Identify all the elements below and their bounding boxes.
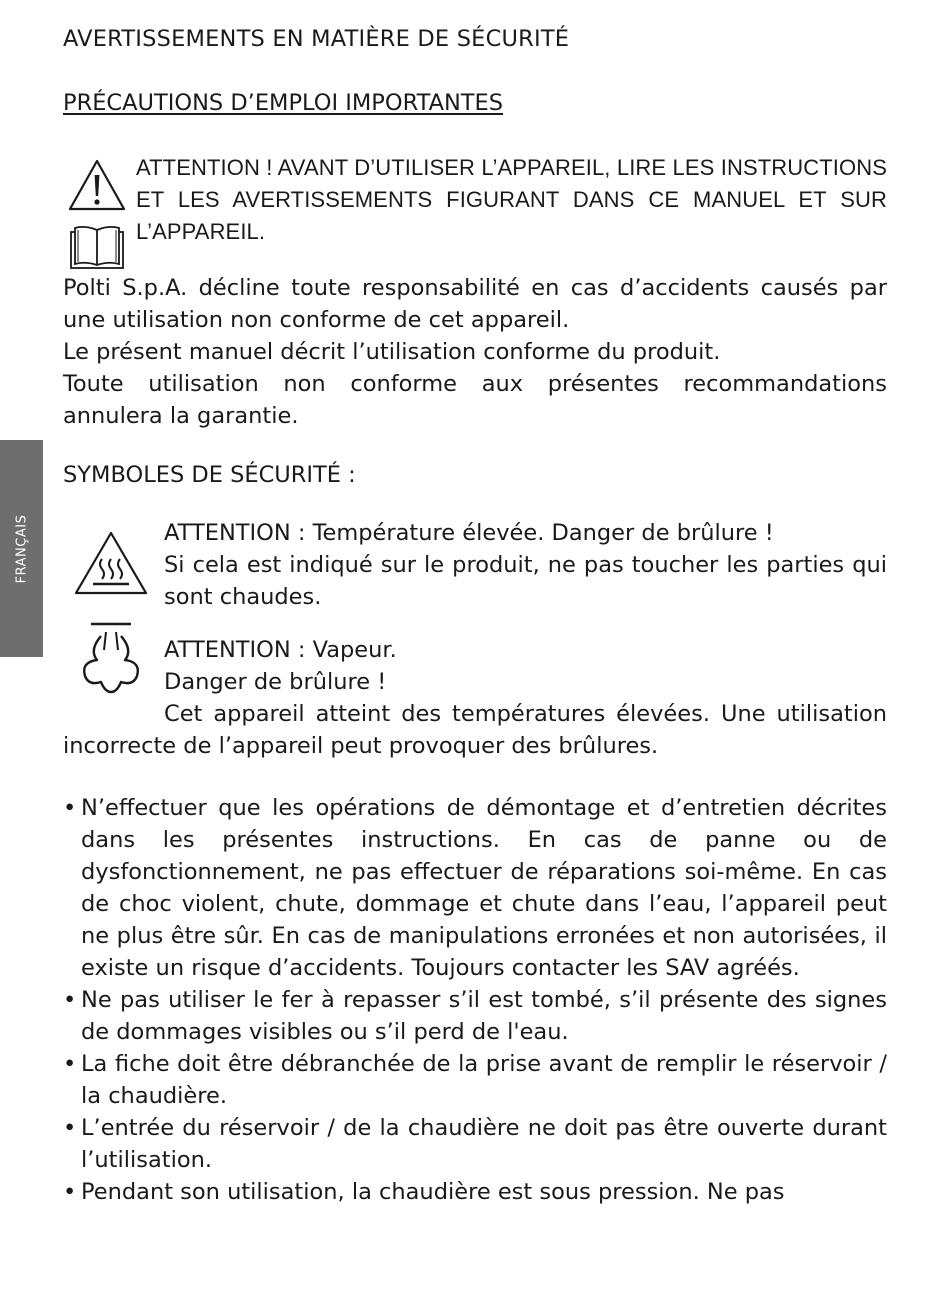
intro-line-1: Polti S.p.A. décline toute responsabilité en cas d’accidents causés par une utilisation non conforme de cet appareil. (63, 275, 887, 333)
section-subtitle: PRÉCAUTIONS D’EMPLOI IMPORTANTES (63, 90, 504, 116)
steam-description: Cet appareil atteint des températures élevées. Une utilisation incorrecte de l’appareil peut provoquer des brûlures. (63, 701, 887, 759)
hot-surface-line-2: Si cela est indiqué sur le produit, ne pas toucher les parties qui sont chaudes. (164, 552, 887, 610)
warning-triangle-icon (67, 158, 127, 212)
list-item: • L’entrée du réservoir / de la chaudière ne doit pas être ouverte durant l’utilisation. (63, 1112, 887, 1176)
list-item: • La fiche doit être débranchée de la prise avant de remplir le réservoir / la chaudière. (63, 1048, 887, 1112)
hot-surface-text (164, 517, 887, 613)
hot-surface-line-1: ATTENTION : Température élevée. Danger de brûlure ! (164, 520, 774, 546)
safety-bullet-list (63, 792, 887, 1208)
page-title: AVERTISSEMENTS EN MATIÈRE DE SÉCURITÉ (63, 26, 570, 52)
attention-notice-text: ATTENTION ! AVANT D’UTILISER L’APPAREIL, LIRE LES INSTRUCTIONS ET LES AVERTISSEMENTS FIGURANT DANS CE MANUEL ET SUR L’APPAREIL. (136, 155, 887, 244)
language-tab (0, 440, 43, 657)
list-item: • Ne pas utiliser le fer à repasser s’il est tombé, s’il présente des signes de dommages visibles ou s’il perd de l'eau. (63, 984, 887, 1048)
symbol-hot-surface (63, 517, 887, 617)
notice-icons (67, 158, 127, 276)
manual-book-icon (67, 222, 127, 272)
symbols-title: SYMBOLES DE SÉCURITÉ : (63, 462, 356, 488)
steam-text-head (164, 634, 887, 698)
language-tab-label: FRANÇAIS (14, 514, 29, 583)
steam-line-1: ATTENTION : Vapeur. (164, 637, 397, 663)
list-item: • Pendant son utilisation, la chaudière est sous pression. Ne pas (63, 1176, 887, 1208)
intro-line-2: Le présent manuel décrit l’utilisation conforme du produit. (63, 339, 721, 365)
attention-notice (63, 152, 887, 272)
hot-surface-icon (73, 529, 149, 597)
intro-paragraph (63, 272, 887, 432)
steam-line-2: Danger de brûlure ! (164, 669, 387, 695)
steam-icon (73, 620, 149, 696)
list-item: • N’effectuer que les opérations de démontage et d’entretien décrites dans les présentes instructions. En cas de panne ou de dysfonctionnement, ne pas effectuer de réparations soi-même. En cas de choc violent, chute, dommage et chute dans l’eau, l’appareil peut ne plus être sûr. En cas de manipulations erronées et non autorisées, il existe un risque d’accidents. Toujours contacter les SAV agréés. (63, 792, 887, 984)
intro-line-3: Toute utilisation non conforme aux présentes recommandations annulera la garantie. (63, 371, 887, 429)
